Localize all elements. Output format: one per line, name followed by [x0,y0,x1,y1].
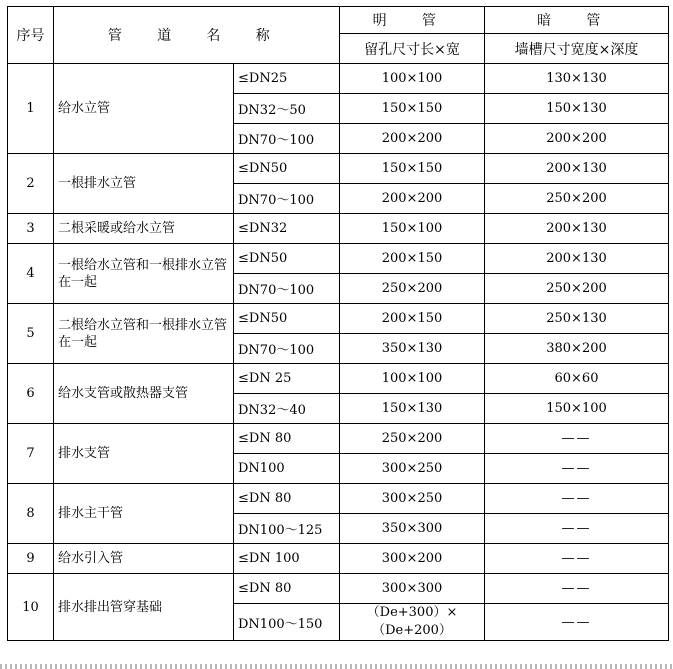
groove-size-cell: 150×100 [485,394,669,424]
pipe-opening-table [7,6,669,641]
spec-cell: DN70～100 [234,124,340,154]
table-row [8,64,669,94]
groove-size-cell: 250×130 [485,304,669,334]
opening-size-cell: 150×150 [340,154,485,184]
groove-size-cell: —— [485,454,669,484]
spec-cell: ≤DN 80 [234,484,340,514]
serial-number-cell: 3 [8,214,54,244]
spec-cell: ≤DN 80 [234,424,340,454]
groove-size-cell: 200×130 [485,244,669,274]
pipe-name-cell: 二根给水立管和一根排水立管在一起 [54,304,234,364]
header-groove-size: 墙槽尺寸宽度×深度 [485,34,669,64]
serial-number-cell: 5 [8,304,54,364]
groove-size-cell: —— [485,484,669,514]
pipe-name-cell: 一根排水立管 [54,154,234,214]
spec-cell: DN100 [234,454,340,484]
opening-size-cell: 200×200 [340,184,485,214]
serial-number-cell: 10 [8,574,54,641]
serial-number-cell: 7 [8,424,54,484]
opening-size-cell: 100×100 [340,64,485,94]
pipe-name-cell: 排水支管 [54,424,234,484]
groove-size-cell: —— [485,544,669,574]
header-concealed-pipe-text: 暗 管 [537,13,616,29]
opening-size-cell: 300×250 [340,484,485,514]
opening-size-cell: 350×130 [340,334,485,364]
cropped-footnote-strip [0,664,673,669]
opening-size-cell: 150×100 [340,214,485,244]
opening-size-cell: 100×100 [340,364,485,394]
table-row [8,484,669,514]
opening-size-cell: 300×300 [340,574,485,604]
spec-cell: DN70～100 [234,274,340,304]
serial-number-cell: 2 [8,154,54,214]
spec-cell: DN32～50 [234,94,340,124]
table-row [8,364,669,394]
groove-size-cell: —— [485,424,669,454]
opening-size-cell: （De+300）×（De+200） [340,604,485,641]
spec-cell: ≤DN25 [234,64,340,94]
table-row [8,544,669,574]
groove-size-cell: 60×60 [485,364,669,394]
serial-number-cell: 1 [8,64,54,154]
spec-cell: ≤DN50 [234,244,340,274]
opening-size-cell: 250×200 [340,274,485,304]
header-pipe-name [54,7,340,64]
pipe-name-cell: 一根给水立管和一根排水立管在一起 [54,244,234,304]
pipe-name-cell: 二根采暖或给水立管 [54,214,234,244]
groove-size-cell: 200×200 [485,124,669,154]
groove-size-cell: —— [485,514,669,544]
serial-number-cell: 4 [8,244,54,304]
serial-number-cell: 8 [8,484,54,544]
groove-size-cell: —— [485,574,669,604]
opening-size-cell: 250×200 [340,424,485,454]
opening-size-cell: 300×250 [340,454,485,484]
opening-size-cell: 200×150 [340,304,485,334]
pipe-name-cell: 给水支管或散热器支管 [54,364,234,424]
spec-cell: DN100～150 [234,604,340,641]
pipe-name-cell: 排水排出管穿基础 [54,574,234,641]
header-concealed-pipe [485,7,669,34]
groove-size-cell: 130×130 [485,64,669,94]
table-row [8,304,669,334]
opening-size-cell: 350×300 [340,514,485,544]
spec-cell: ≤DN50 [234,154,340,184]
spec-cell: DN70～100 [234,334,340,364]
spec-cell: ≤DN 100 [234,544,340,574]
pipe-name-cell: 排水主干管 [54,484,234,544]
table-row [8,244,669,274]
opening-size-cell: 150×130 [340,394,485,424]
spec-cell: DN100～125 [234,514,340,544]
serial-number-cell: 6 [8,364,54,424]
header-serial-number: 序号 [8,7,54,64]
groove-size-cell: —— [485,604,669,641]
opening-size-cell: 300×200 [340,544,485,574]
opening-size-cell: 150×150 [340,94,485,124]
header-exposed-pipe [340,7,485,34]
pipe-name-cell: 给水立管 [54,64,234,154]
spec-cell: ≤DN 25 [234,364,340,394]
groove-size-cell: 250×200 [485,184,669,214]
table-row [8,424,669,454]
spec-cell: DN70～100 [234,184,340,214]
groove-size-cell: 200×130 [485,154,669,184]
spec-cell: ≤DN 80 [234,574,340,604]
groove-size-cell: 200×130 [485,214,669,244]
groove-size-cell: 380×200 [485,334,669,364]
serial-number-cell: 9 [8,544,54,574]
spec-cell: DN32～40 [234,394,340,424]
pipe-opening-table-container [7,6,669,641]
spec-cell: ≤DN50 [234,304,340,334]
table-row [8,214,669,244]
opening-size-cell: 200×150 [340,244,485,274]
header-opening-size: 留孔尺寸长×宽 [340,34,485,64]
groove-size-cell: 250×200 [485,274,669,304]
header-pipe-name-text: 管 道 名 称 [107,28,286,44]
spec-cell: ≤DN32 [234,214,340,244]
opening-size-cell: 200×200 [340,124,485,154]
table-row [8,154,669,184]
header-exposed-pipe-text: 明 管 [372,13,452,29]
groove-size-cell: 150×130 [485,94,669,124]
pipe-name-cell: 给水引入管 [54,544,234,574]
table-row [8,574,669,604]
